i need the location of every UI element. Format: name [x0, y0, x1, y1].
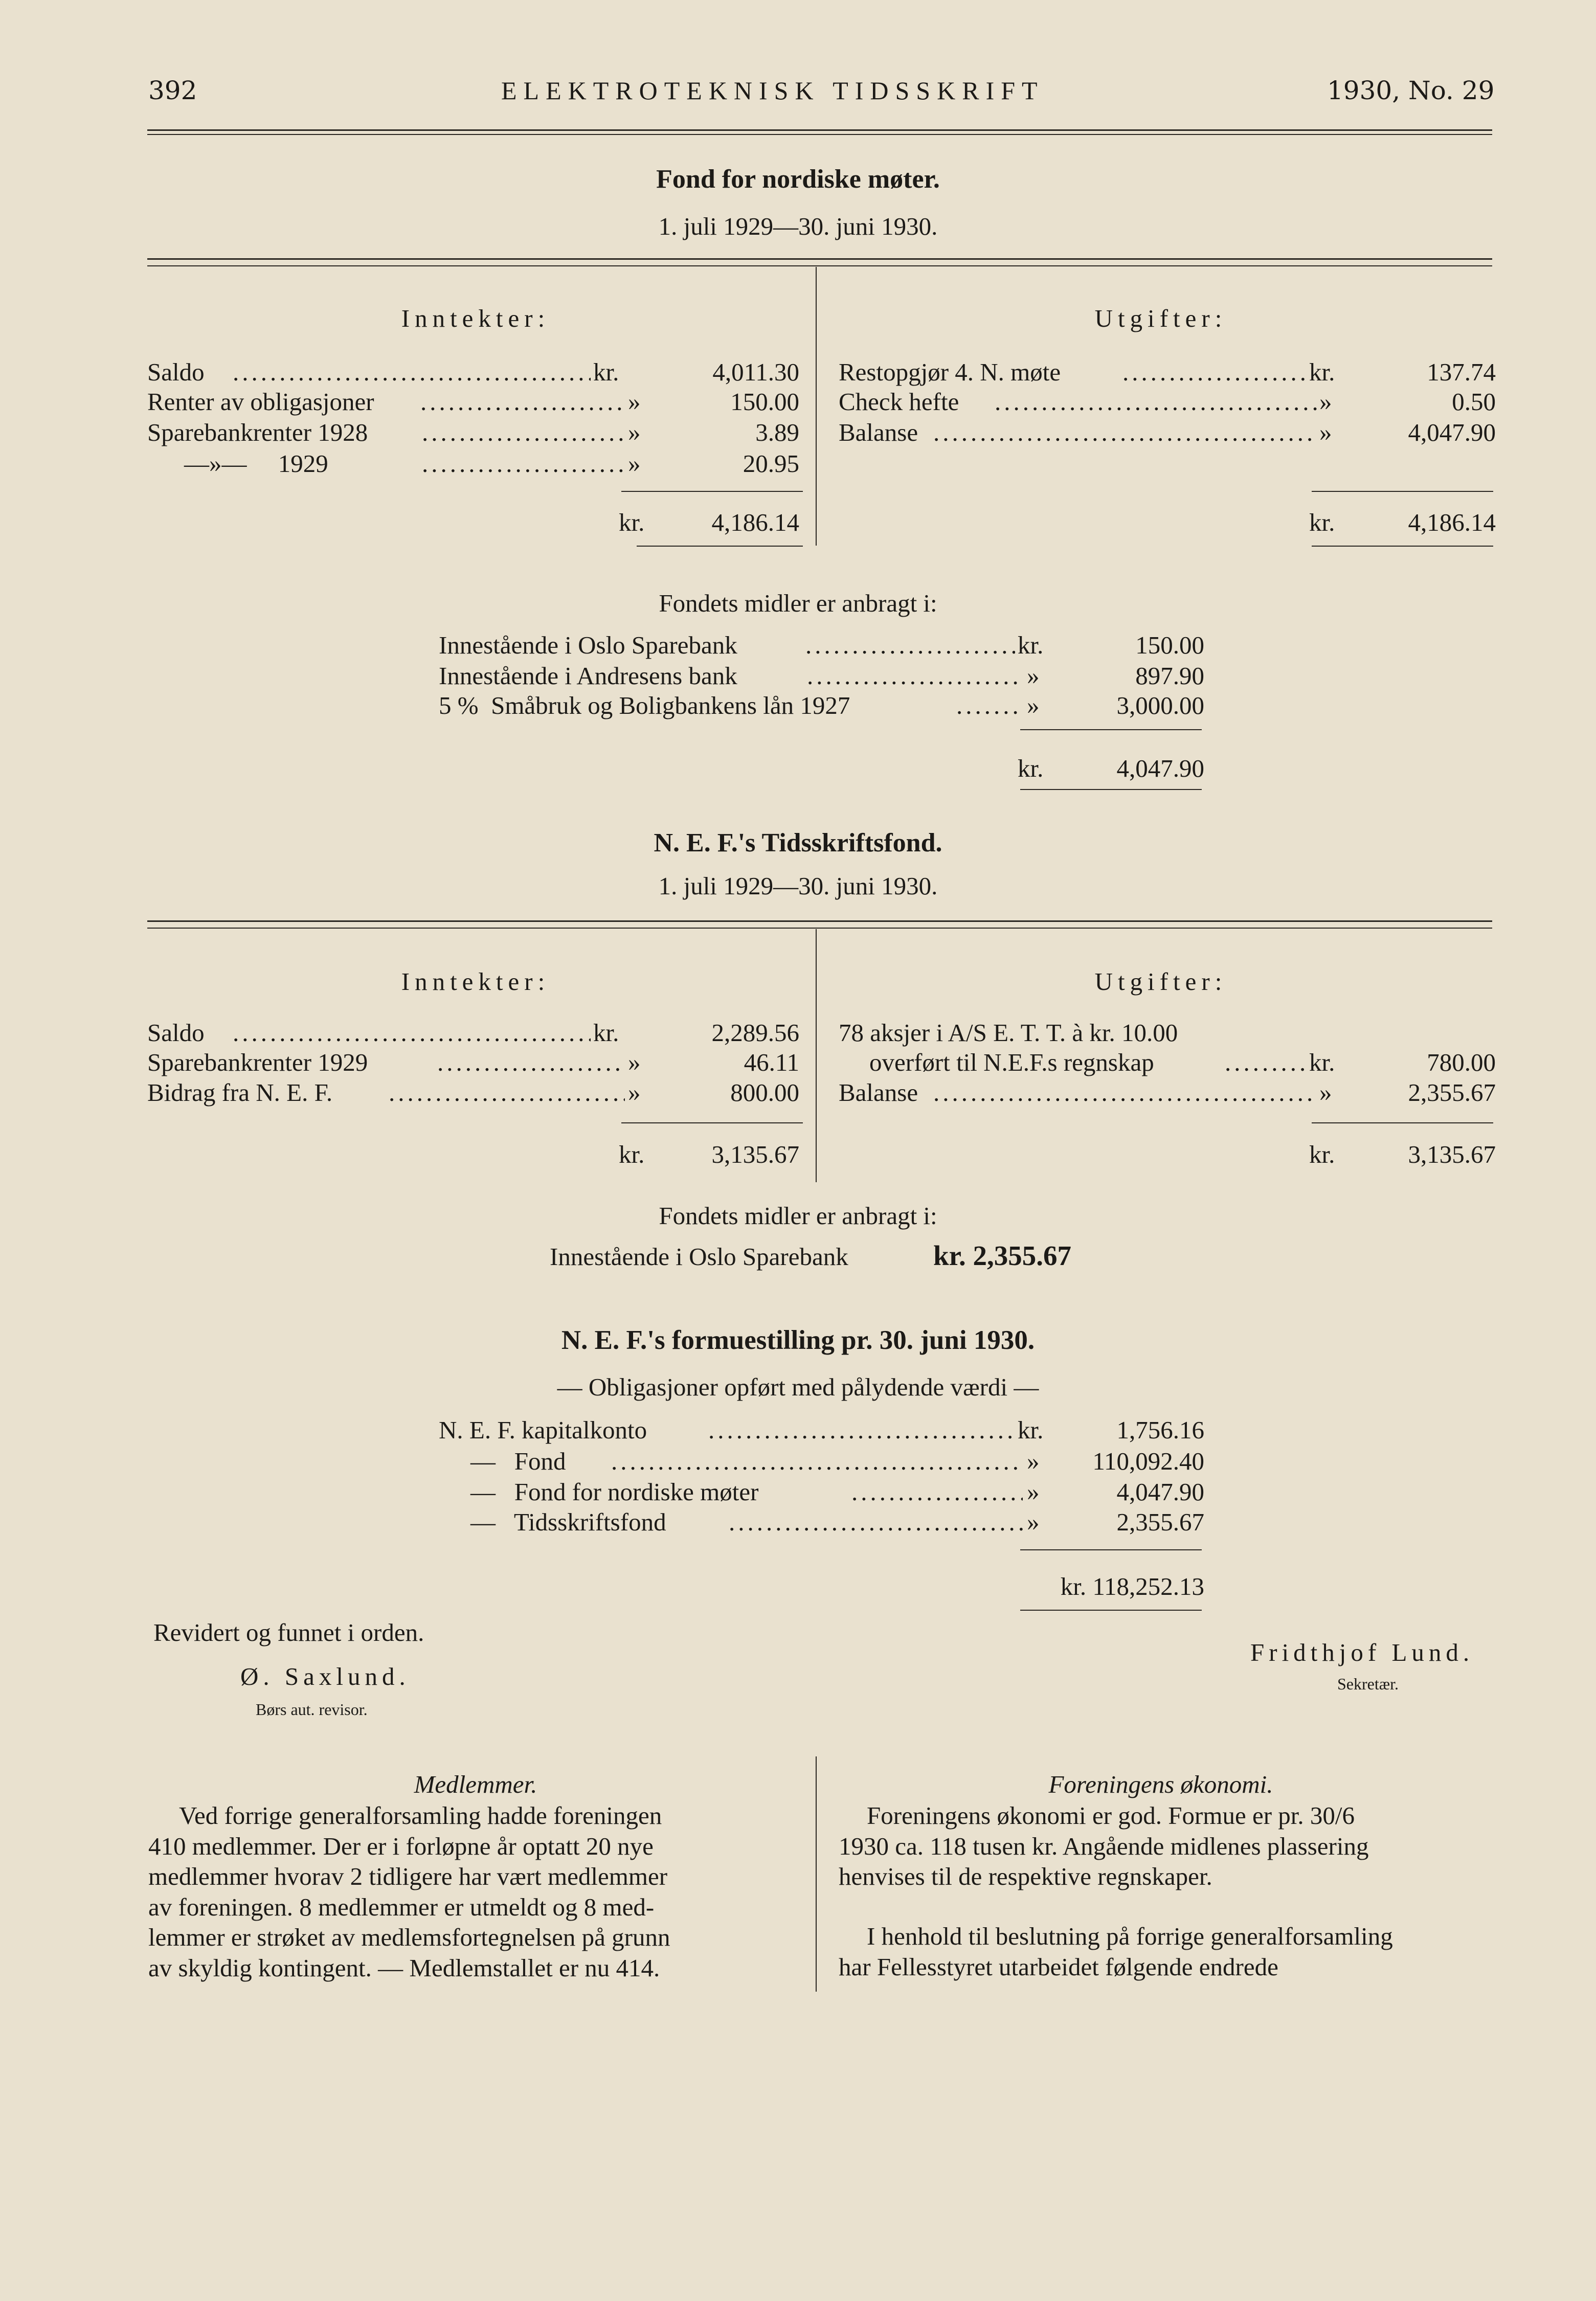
placement-amount: 897.90 — [1135, 662, 1204, 690]
text-line: av skyldig kontingent. — Medlemstallet er nu 414. — [148, 1953, 660, 1982]
income-amount: 150.00 — [730, 388, 799, 416]
issue-label: 1930, No. 29 — [1327, 76, 1495, 105]
expense-total-unit: kr. — [1309, 508, 1335, 536]
text-line: medlemmer hvorav 2 tidligere har vært medlemmer — [148, 1862, 668, 1890]
sum-line — [1312, 1122, 1493, 1123]
text-line: Foreningens økonomi er god. Formue er pr. 30/6 — [867, 1801, 1355, 1830]
income-label: Saldo — [147, 358, 205, 386]
asset-unit: » — [1027, 1447, 1040, 1475]
sum-line — [1020, 1549, 1202, 1550]
asset-label: — Fond for nordiske møter — [470, 1478, 759, 1506]
sum-line — [1020, 729, 1202, 730]
period-tidsskriftsfond: 1. juli 1929—30. juni 1930. — [658, 872, 938, 900]
expense-label: overført til N.E.F.s regnskap — [869, 1048, 1154, 1076]
expense-total-amount: 3,135.67 — [1408, 1140, 1496, 1168]
expense-heading: Utgifter: — [1094, 967, 1227, 996]
paragraph-okonomi-2 — [839, 1921, 1498, 1982]
asset-unit: » — [1027, 1478, 1040, 1506]
text-line: I henhold til beslutning på forrige generalforsamling — [867, 1922, 1393, 1950]
placement-amount: 150.00 — [1135, 631, 1204, 659]
income-amount: 3.89 — [755, 418, 799, 446]
expense-label: Balanse — [839, 418, 918, 446]
leader-dots — [420, 389, 625, 414]
leader-dots — [729, 1509, 1023, 1535]
income-unit: » — [628, 1048, 641, 1076]
table-rule-top-2 — [147, 265, 1492, 266]
income-heading: Inntekter: — [401, 304, 550, 332]
asset-amount: 110,092.40 — [1092, 1447, 1204, 1475]
expense-amount: 0.50 — [1452, 388, 1496, 416]
expense-amount: 780.00 — [1427, 1048, 1496, 1076]
total-underline — [1312, 546, 1493, 547]
income-amount: 4,011.30 — [712, 358, 799, 386]
expense-unit: » — [1319, 1078, 1332, 1107]
leader-dots — [956, 693, 1023, 718]
journal-title: ELEKTROTEKNISK TIDSSKRIFT — [501, 76, 1044, 105]
text-line: 1930 ca. 118 tusen kr. Angående midlenes plassering — [839, 1832, 1369, 1860]
expense-total-amount: 4,186.14 — [1408, 508, 1496, 536]
expense-unit: kr. — [1309, 1048, 1335, 1076]
income-total-amount: 3,135.67 — [711, 1140, 799, 1168]
placement-total-unit: kr. — [1018, 754, 1044, 782]
expense-unit: » — [1319, 388, 1332, 416]
leader-dots — [422, 451, 625, 476]
leader-dots — [611, 1449, 1023, 1474]
income-label: —»— 1929 — [184, 449, 328, 478]
column-divider — [816, 929, 817, 1182]
leader-dots — [933, 420, 1317, 445]
asset-amount: 1,756.16 — [1116, 1416, 1204, 1444]
leader-dots — [437, 1050, 625, 1075]
leader-dots — [933, 1080, 1317, 1105]
paragraph-medlemmer — [148, 1800, 802, 1983]
income-label: Saldo — [147, 1019, 205, 1047]
leader-dots — [233, 359, 591, 385]
column-divider — [816, 267, 817, 546]
section-title-fond-nordiske: Fond for nordiske møter. — [656, 165, 940, 194]
expense-unit: kr. — [1309, 358, 1335, 386]
sum-line — [621, 1122, 803, 1123]
placement-label: 5 % Småbruk og Boligbankens lån 1927 — [439, 691, 850, 719]
expense-amount: 4,047.90 — [1408, 418, 1496, 446]
expense-label: Restopgjør 4. N. møte — [839, 358, 1061, 386]
expense-heading: Utgifter: — [1094, 304, 1227, 332]
income-total-amount: 4,186.14 — [711, 508, 799, 536]
asset-label: N. E. F. kapitalkonto — [439, 1416, 647, 1444]
expense-total-unit: kr. — [1309, 1140, 1335, 1168]
text-line: Ved forrige generalforsamling hadde foreningen — [179, 1801, 662, 1830]
income-amount: 2,289.56 — [711, 1019, 799, 1047]
section-title-formuestilling: N. E. F.'s formuestilling pr. 30. juni 1930. — [561, 1325, 1035, 1355]
income-amount: 46.11 — [744, 1048, 799, 1076]
asset-unit: kr. — [1018, 1416, 1044, 1444]
income-amount: 800.00 — [730, 1078, 799, 1107]
expense-label: Check hefte — [839, 388, 959, 416]
text-line: har Fellesstyret utarbeidet følgende endrede — [839, 1952, 1278, 1981]
income-label: Bidrag fra N. E. F. — [147, 1078, 333, 1107]
expense-label: Balanse — [839, 1078, 918, 1107]
placement-unit: » — [1027, 691, 1040, 719]
income-unit: kr. — [593, 358, 619, 386]
income-unit: » — [628, 418, 641, 446]
leader-dots — [1225, 1050, 1309, 1075]
paragraph-okonomi — [839, 1800, 1498, 1892]
income-unit: » — [628, 388, 641, 416]
asset-total: kr. 118,252.13 — [1060, 1572, 1204, 1600]
income-amount: 20.95 — [743, 449, 799, 478]
leader-dots — [1122, 359, 1307, 385]
placement-amount: 3,000.00 — [1116, 691, 1204, 719]
table-rule-top-2 — [147, 928, 1492, 929]
header-rule-2 — [147, 134, 1492, 135]
total-underline — [1020, 789, 1202, 790]
placement-unit: kr. — [1018, 631, 1044, 659]
leader-dots — [805, 633, 1015, 658]
income-label: Sparebankrenter 1929 — [147, 1048, 368, 1076]
asset-unit: » — [1027, 1508, 1040, 1536]
expense-amount: 137.74 — [1427, 358, 1496, 386]
total-underline — [637, 546, 803, 547]
placement-label: Innestående i Andresens bank — [439, 662, 737, 690]
secretary-title: Sekretær. — [1337, 1675, 1399, 1693]
expense-amount: 2,355.67 — [1408, 1078, 1496, 1107]
secretary-name: Fridthjof Lund. — [1250, 1638, 1474, 1666]
leader-dots — [708, 1417, 1015, 1442]
leader-dots — [807, 663, 1022, 688]
leader-dots — [389, 1080, 625, 1105]
total-underline — [1020, 1610, 1202, 1611]
formuestilling-subtitle: — Obligasjoner opført med pålydende værdi — — [557, 1373, 1039, 1401]
table-rule-top — [147, 920, 1492, 922]
placement-amount: kr. 2,355.67 — [933, 1240, 1071, 1271]
placement-text: Innestående i Oslo Sparebank — [550, 1243, 848, 1271]
auditor-title: Børs aut. revisor. — [256, 1700, 368, 1719]
income-label: Sparebankrenter 1928 — [147, 418, 368, 446]
heading-okonomi: Foreningens økonomi. — [1048, 1770, 1273, 1798]
column-divider — [816, 1756, 817, 1992]
section-title-tidsskriftsfond: N. E. F.'s Tidsskriftsfond. — [654, 828, 942, 858]
leader-dots — [995, 389, 1317, 414]
heading-medlemmer: Medlemmer. — [414, 1770, 537, 1798]
table-rule-top — [147, 258, 1492, 260]
sum-line — [621, 491, 803, 492]
asset-label: — Fond — [470, 1447, 566, 1475]
income-heading: Inntekter: — [401, 967, 550, 996]
income-unit: » — [628, 449, 641, 478]
auditor-name: Ø. Saxlund. — [240, 1662, 410, 1690]
text-line: av foreningen. 8 medlemmer er utmeldt og 8 med- — [148, 1892, 655, 1921]
asset-label: — Tidsskriftsfond — [470, 1508, 666, 1536]
audit-statement: Revidert og funnet i orden. — [153, 1618, 424, 1646]
period-fond-nordiske: 1. juli 1929—30. juni 1930. — [658, 212, 938, 240]
leader-dots — [851, 1479, 1023, 1504]
header-rule — [147, 129, 1492, 131]
sum-line — [1312, 491, 1493, 492]
placement-total-amount: 4,047.90 — [1116, 754, 1204, 782]
income-unit: kr. — [593, 1019, 619, 1047]
text-line: 410 medlemmer. Der er i forløpne år optatt 20 nye — [148, 1832, 654, 1860]
placement-heading: Fondets midler er anbragt i: — [659, 1202, 937, 1230]
asset-amount: 4,047.90 — [1116, 1478, 1204, 1506]
income-label: Renter av obligasjoner — [147, 388, 374, 416]
placement-label: Innestående i Oslo Sparebank — [439, 631, 737, 659]
page-number: 392 — [148, 76, 197, 105]
expense-label: 78 aksjer i A/S E. T. T. à kr. 10.00 — [839, 1019, 1178, 1047]
income-unit: » — [628, 1078, 641, 1107]
asset-amount: 2,355.67 — [1116, 1508, 1204, 1536]
leader-dots — [233, 1020, 591, 1045]
income-total-unit: kr. — [619, 1140, 645, 1168]
income-total-unit: kr. — [619, 508, 645, 536]
placement-unit: » — [1027, 662, 1040, 690]
placement-heading: Fondets midler er anbragt i: — [659, 589, 937, 617]
leader-dots — [422, 420, 625, 445]
text-line: henvises til de respektive regnskaper. — [839, 1862, 1212, 1890]
text-line: lemmer er strøket av medlemsfortegnelsen på grunn — [148, 1923, 670, 1951]
expense-unit: » — [1319, 418, 1332, 446]
